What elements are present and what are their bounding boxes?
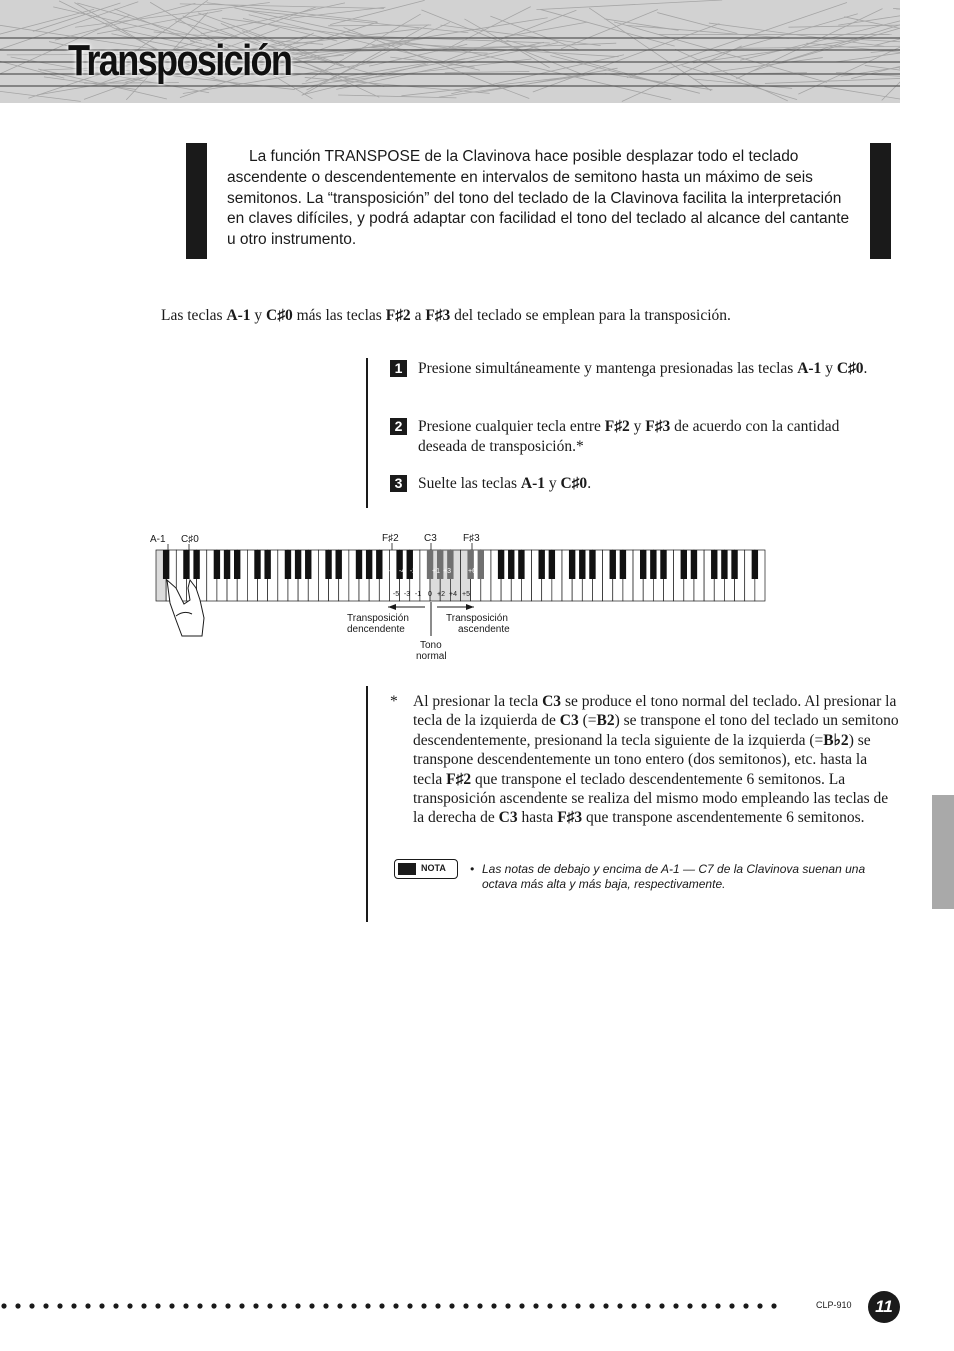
footer-dot: [631, 1303, 636, 1308]
intro-bar-right: [870, 143, 891, 259]
footer-dot: [547, 1303, 552, 1308]
black-key: [163, 550, 169, 579]
note-icon: [394, 859, 458, 879]
black-key: [539, 550, 545, 579]
footer-dot: [71, 1303, 76, 1308]
footer-dot: [393, 1303, 398, 1308]
page-number: 11: [868, 1291, 900, 1323]
black-key: [711, 550, 717, 579]
black-key: [478, 550, 484, 579]
header-banner: [0, 0, 900, 103]
footer-dot: [533, 1303, 538, 1308]
black-key: [336, 550, 342, 579]
footer-dot: [295, 1303, 300, 1308]
footer-dot: [113, 1303, 118, 1308]
black-key: [193, 550, 199, 579]
footer-dot: [435, 1303, 440, 1308]
footer-dot: [309, 1303, 314, 1308]
intro-text: La función TRANSPOSE de la Clavinova hace posible desplazar todo el teclado ascendente o descendentemente en intervalos de semitono hasta un máximo de seis semitonos. La “transposición” del tono del teclado de la Clavinova facilita la interpretación en claves difíciles, y podrá adaptar con facilidad el tono del teclado al alcance del cantante u otro instrumento.: [227, 148, 850, 249]
footer-dot: [323, 1303, 328, 1308]
note-label: NOTA: [421, 863, 446, 873]
black-key: [214, 550, 220, 579]
black-key: [681, 550, 687, 579]
footer-dot: [141, 1303, 146, 1308]
footnote: * Al presionar la tecla C3 se produce el tono normal del teclado. Al presionar la tecla de la izquierda de C3 (=B2) se transpone el tono del teclado un semitono descendentemente, presionand la tecla siguiente de la izquierda (=B♭2) se transpone descendentemente un tono entero (dos semitonos), etc. hasta la tecla F♯2 que transpone el teclado descendentemente 6 semitonos. La transposición ascendente se realiza del mismo modo empleando las teclas de la derecha de C3 hasta F♯3 que transpone ascendentemente 6 semitonos.: [390, 693, 899, 827]
keys-sentence: Las teclas A-1 y C♯0 más las teclas F♯2 a F♯3 del teclado se emplean para la transposición.: [161, 307, 731, 324]
label-down-1: Transposición: [347, 613, 409, 624]
step-3: 3 Suelte las teclas A-1 y C♯0.: [390, 474, 880, 494]
label-c-sharp-0: C♯0: [181, 534, 199, 545]
label-normal-2: normal: [416, 651, 447, 662]
label-c3: C3: [424, 533, 437, 544]
black-key: [620, 550, 626, 579]
black-key: [325, 550, 331, 579]
label-f-sharp-3: F♯3: [463, 533, 480, 544]
black-key-value: +3: [443, 568, 451, 575]
footer-dot: [505, 1303, 510, 1308]
footer-dot: [687, 1303, 692, 1308]
footer-dot: [99, 1303, 104, 1308]
black-key: [285, 550, 291, 579]
step-number-3: 3: [390, 475, 407, 492]
footer-dot: [197, 1303, 202, 1308]
label-up-1: Transposición: [446, 613, 508, 624]
black-key: [721, 550, 727, 579]
step-1: 1 Presione simultáneamente y mantenga presionadas las teclas A-1 y C♯0.: [390, 359, 880, 379]
footer-dot: [589, 1303, 594, 1308]
white-key-value: +2: [437, 591, 445, 598]
black-key: [518, 550, 524, 579]
footer-dot: [211, 1303, 216, 1308]
black-key: [356, 550, 362, 579]
white-key-value: -3: [403, 591, 411, 598]
footer-dot: [421, 1303, 426, 1308]
label-down-2: dencendente: [347, 624, 405, 635]
black-key: [295, 550, 301, 579]
footer-dot: [463, 1303, 468, 1308]
label-normal-1: Tono: [420, 640, 442, 651]
footer-dot: [183, 1303, 188, 1308]
footer-dot: [603, 1303, 608, 1308]
black-key: [254, 550, 260, 579]
black-key: [589, 550, 595, 579]
black-key: [234, 550, 240, 579]
model-name: CLP-910: [816, 1300, 852, 1310]
label-up-2: ascendente: [458, 624, 510, 635]
black-key: [569, 550, 575, 579]
white-key-value: 0: [428, 591, 432, 598]
footer-dot: [127, 1303, 132, 1308]
footer-dot: [701, 1303, 706, 1308]
side-tab: [932, 795, 954, 909]
footer-dot: [729, 1303, 734, 1308]
white-key-value: -5: [392, 591, 400, 598]
footer-dot: [477, 1303, 482, 1308]
step-number-2: 2: [390, 418, 407, 435]
page-title: Transposición: [68, 36, 292, 85]
footer-dot: [715, 1303, 720, 1308]
footer-dot: [561, 1303, 566, 1308]
footer-dots: [0, 1298, 800, 1314]
black-key: [366, 550, 372, 579]
white-key-value: +4: [449, 591, 457, 598]
black-key-value: -4: [398, 568, 406, 575]
footer-dot: [757, 1303, 762, 1308]
black-key: [183, 550, 189, 579]
steps-rule: [366, 358, 368, 508]
footer-dot: [575, 1303, 580, 1308]
black-key: [752, 550, 758, 579]
white-key-value: -1: [414, 591, 422, 598]
black-key: [498, 550, 504, 579]
black-key: [660, 550, 666, 579]
footer-dot: [225, 1303, 230, 1308]
label-a-1: A-1: [150, 534, 166, 545]
note-text: • Las notas de debajo y encima de A-1 — C7 de la Clavinova suenan una octava más alta y más baja, respectivamente.: [470, 862, 866, 891]
footer-dot: [169, 1303, 174, 1308]
black-key-value: -6: [387, 568, 395, 575]
footer-dot: [743, 1303, 748, 1308]
black-key: [549, 550, 555, 579]
footer-dot: [771, 1303, 776, 1308]
footer-dot: [155, 1303, 160, 1308]
black-key: [376, 550, 382, 579]
footer-dot: [659, 1303, 664, 1308]
footer-dot: [617, 1303, 622, 1308]
intro-bar-left: [186, 143, 207, 259]
black-key: [650, 550, 656, 579]
footer-dot: [239, 1303, 244, 1308]
footnote-rule: [366, 686, 368, 922]
black-key-value: +1: [432, 568, 440, 575]
black-key-value: -2: [409, 568, 417, 575]
footer-dot: [365, 1303, 370, 1308]
black-key: [731, 550, 737, 579]
step-2: 2 Presione cualquier tecla entre F♯2 y F♯3 de acuerdo con la cantidad deseada de transposición.*: [390, 417, 880, 457]
footer-dot: [43, 1303, 48, 1308]
keyboard-diagram: [140, 528, 780, 668]
black-key: [610, 550, 616, 579]
footnote-star: *: [390, 693, 398, 710]
footer-dot: [673, 1303, 678, 1308]
footer-dot: [337, 1303, 342, 1308]
footer-dot: [15, 1303, 20, 1308]
black-key-value: +6: [468, 568, 476, 575]
white-key-value: +5: [462, 591, 470, 598]
footer-dot: [85, 1303, 90, 1308]
footer-dot: [1, 1303, 6, 1308]
black-key: [640, 550, 646, 579]
black-key: [508, 550, 514, 579]
footer-dot: [645, 1303, 650, 1308]
footer-dot: [519, 1303, 524, 1308]
footer-dot: [491, 1303, 496, 1308]
footer-dot: [29, 1303, 34, 1308]
footer-dot: [351, 1303, 356, 1308]
black-key: [305, 550, 311, 579]
footer-dot: [407, 1303, 412, 1308]
keyboard-white-keys: [156, 550, 765, 601]
footer-dot: [379, 1303, 384, 1308]
black-key: [264, 550, 270, 579]
black-key: [224, 550, 230, 579]
step-number-1: 1: [390, 360, 407, 377]
black-key: [691, 550, 697, 579]
footer-dot: [281, 1303, 286, 1308]
footer-dot: [57, 1303, 62, 1308]
footer-dot: [449, 1303, 454, 1308]
footer-dot: [253, 1303, 258, 1308]
label-f-sharp-2: F♯2: [382, 533, 399, 544]
footer-dot: [267, 1303, 272, 1308]
black-key: [579, 550, 585, 579]
